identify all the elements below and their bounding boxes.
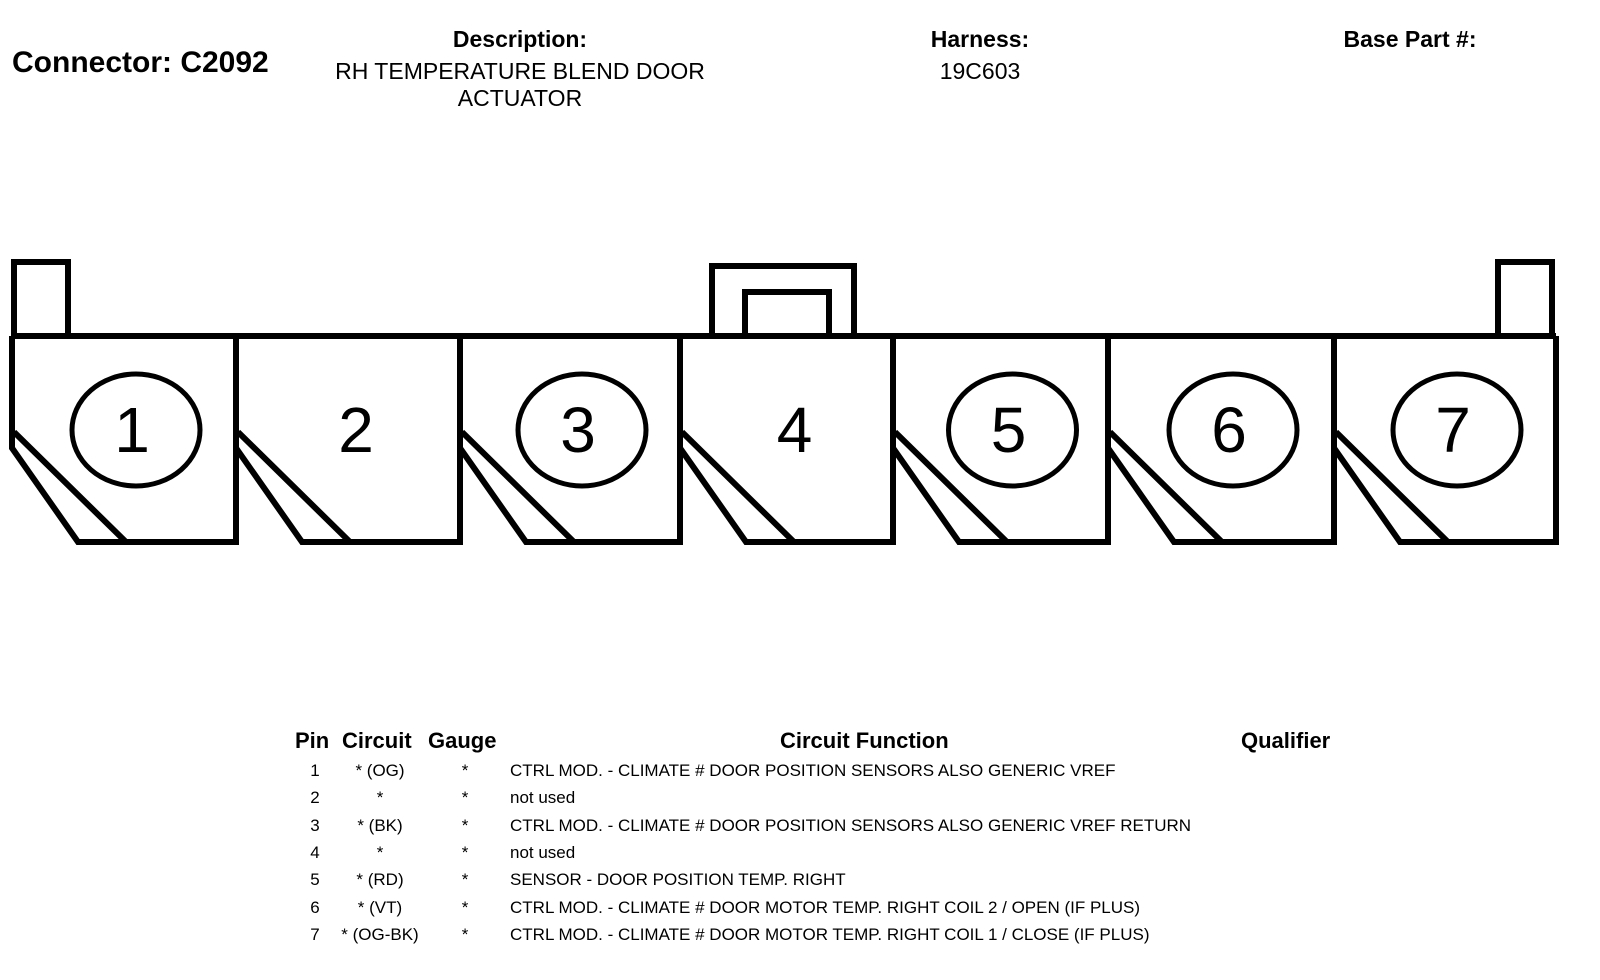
pin-cell: 5 — [310, 870, 320, 890]
function-cell: not used — [510, 842, 576, 862]
circuit-cell: * (OG) — [355, 761, 405, 780]
description-line-2: ACTUATOR — [457, 85, 583, 111]
description-label: Description: — [452, 26, 588, 52]
column-header-circuit: Circuit — [342, 728, 412, 753]
description-value — [300, 58, 740, 112]
circuit-cell: * — [376, 788, 384, 808]
right-latch-tab — [1498, 262, 1552, 336]
cavity-6 — [1108, 336, 1334, 542]
cavity-4 — [680, 336, 893, 542]
circuit-cell: * (RD) — [356, 870, 404, 890]
function-cell: CTRL MOD. - CLIMATE # DOOR POSITION SENSORS ALSO GENERIC VREF RETURN — [510, 815, 1192, 835]
left-latch-tab — [14, 262, 68, 336]
function-cell: CTRL MOD. - CLIMATE # DOOR MOTOR TEMP. RIGHT COIL 2 / OPEN (IF PLUS) — [510, 897, 1141, 917]
column-header-gauge: Gauge — [428, 728, 497, 753]
column-header-circuit-function: Circuit Function — [780, 728, 949, 753]
circuit-cell: * (OG-BK) — [341, 924, 419, 944]
center-lock-inner — [745, 292, 829, 336]
connector-face-diagram — [0, 250, 1600, 560]
connector-title: Connector: C2092 — [12, 46, 269, 79]
gauge-cell: * — [461, 897, 469, 917]
pin-cell: 2 — [310, 788, 320, 808]
cavity-group — [12, 336, 1556, 542]
cavity-number: 1 — [114, 394, 150, 466]
gauge-cell: * — [461, 870, 469, 890]
pin-cell: 4 — [310, 842, 320, 862]
cavity-1 — [12, 336, 236, 542]
circuit-cell: * (BK) — [357, 815, 403, 835]
column-header-pin: Pin — [295, 728, 330, 753]
cavity-number: 3 — [560, 394, 596, 466]
gauge-cell: * — [461, 842, 469, 862]
cavity-5 — [893, 336, 1108, 542]
cavity-number: 7 — [1435, 394, 1471, 466]
pin-cell: 7 — [310, 924, 320, 944]
pin-cell: 1 — [310, 761, 320, 780]
cavity-number: 2 — [338, 394, 374, 466]
function-cell: SENSOR - DOOR POSITION TEMP. RIGHT — [510, 870, 846, 890]
gauge-cell: * — [461, 815, 469, 835]
cavity-3 — [460, 336, 680, 542]
column-header-qualifier: Qualifier — [1241, 728, 1331, 753]
gauge-cell: * — [461, 761, 469, 780]
function-cell: CTRL MOD. - CLIMATE # DOOR MOTOR TEMP. RIGHT COIL 1 / CLOSE (IF PLUS) — [510, 924, 1150, 944]
cavity-number: 5 — [990, 394, 1027, 466]
gauge-cell: * — [461, 788, 469, 808]
description-line-1: RH TEMPERATURE BLEND DOOR — [335, 58, 705, 84]
circuit-cell: * — [376, 842, 384, 862]
base-part-label: Base Part #: — [1343, 26, 1477, 52]
pin-cell: 6 — [310, 897, 320, 917]
function-cell: CTRL MOD. - CLIMATE # DOOR POSITION SENSORS ALSO GENERIC VREF — [510, 761, 1116, 780]
circuit-cell: * (VT) — [357, 897, 403, 917]
function-cell: not used — [510, 788, 576, 808]
gauge-cell: * — [461, 924, 469, 944]
harness-value: 19C603 — [939, 58, 1021, 84]
cavity-2 — [236, 336, 460, 542]
pin-cell: 3 — [310, 815, 320, 835]
cavity-7 — [1334, 336, 1556, 542]
harness-label: Harness: — [930, 26, 1030, 52]
cavity-number: 6 — [1211, 394, 1247, 466]
cavity-number: 4 — [776, 394, 813, 466]
center-lock-outer — [712, 266, 854, 336]
